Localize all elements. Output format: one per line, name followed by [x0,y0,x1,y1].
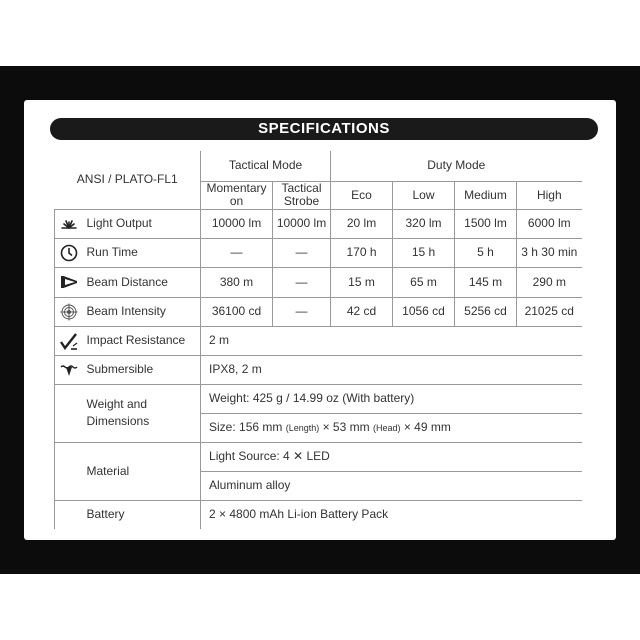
model-label: ANSI / PLATO-FL1 [55,151,201,209]
tactical-strobe-header: Tactical Strobe [273,181,331,209]
target-icon [60,303,78,321]
medium-header: Medium [455,181,517,209]
light-output-low: 320 lm [393,209,455,238]
light-output-medium: 1500 lm [455,209,517,238]
submersible-value: IPX8, 2 m [201,355,582,384]
clock-icon [60,244,78,262]
battery-row [55,500,582,529]
beam-distance-label: Beam Distance [83,267,201,297]
water-icon [60,361,78,379]
impact-value: 2 m [201,326,582,355]
beam-intensity-low: 1056 cd [393,297,455,326]
battery-label: Battery [83,500,201,529]
light-output-eco: 20 lm [331,209,393,238]
high-header: High [517,181,582,209]
beam-distance-row [55,267,582,297]
weight-dimensions-label [83,384,201,442]
impact-label: Impact Resistance [83,326,201,355]
beam-distance-high: 290 m [517,267,582,297]
weight-row [55,384,582,413]
beam-distance-momentary: 380 m [201,267,273,297]
submersible-row [55,355,582,384]
body-material-value: Aluminum alloy [201,471,582,500]
weight-value: Weight: 425 g / 14.99 oz (With battery) [201,384,582,413]
light-output-high: 6000 lm [517,209,582,238]
beam-intensity-eco: 42 cd [331,297,393,326]
beam-intensity-momentary: 36100 cd [201,297,273,326]
spec-title: SPECIFICATIONS [50,118,598,140]
duty-mode-header: Duty Mode [331,151,582,181]
beam-distance-low: 65 m [393,267,455,297]
light-output-row [55,209,582,238]
run-time-momentary: — [201,238,273,267]
light-output-label: Light Output [83,209,201,238]
run-time-high: 3 h 30 min [517,238,582,267]
run-time-strobe: — [273,238,331,267]
beam-icon [60,273,78,291]
low-header: Low [393,181,455,209]
weight-label-line2: Dimensions [86,414,150,428]
beam-intensity-high: 21025 cd [517,297,582,326]
size-head-note: (Head) [372,422,401,433]
size-prefix: Size: 156 mm [209,419,283,434]
beam-intensity-medium: 5256 cd [455,297,517,326]
impact-row [55,326,582,355]
eco-header: Eco [331,181,393,209]
size-suffix: × 49 mm [403,419,451,434]
run-time-label: Run Time [83,238,201,267]
beam-distance-strobe: — [273,267,331,297]
run-time-eco: 170 h [331,238,393,267]
light-source-row [55,442,582,471]
impact-icon [60,332,78,350]
beam-intensity-label: Beam Intensity [83,297,201,326]
beam-distance-medium: 145 m [455,267,517,297]
run-time-row [55,238,582,267]
tactical-mode-header: Tactical Mode [201,151,331,181]
light-burst-icon [60,215,78,233]
spec-table [54,151,582,529]
material-label: Material [83,442,201,500]
momentary-on-header: Momentary on [201,181,273,209]
beam-distance-eco: 15 m [331,267,393,297]
beam-intensity-row [55,297,582,326]
size-length-note: (Length) [285,422,320,433]
run-time-low: 15 h [393,238,455,267]
submersible-label: Submersible [83,355,201,384]
weight-label-line1: Weight and [86,397,147,411]
light-output-strobe: 10000 lm [273,209,331,238]
light-source-value: Light Source: 4 ✕ LED [201,442,582,471]
size-mid: × 53 mm [322,419,370,434]
size-value [201,413,582,442]
spec-card [24,100,616,540]
battery-value: 2 × 4800 mAh Li-ion Battery Pack [201,500,582,529]
run-time-medium: 5 h [455,238,517,267]
beam-intensity-strobe: — [273,297,331,326]
light-output-momentary: 10000 lm [201,209,273,238]
